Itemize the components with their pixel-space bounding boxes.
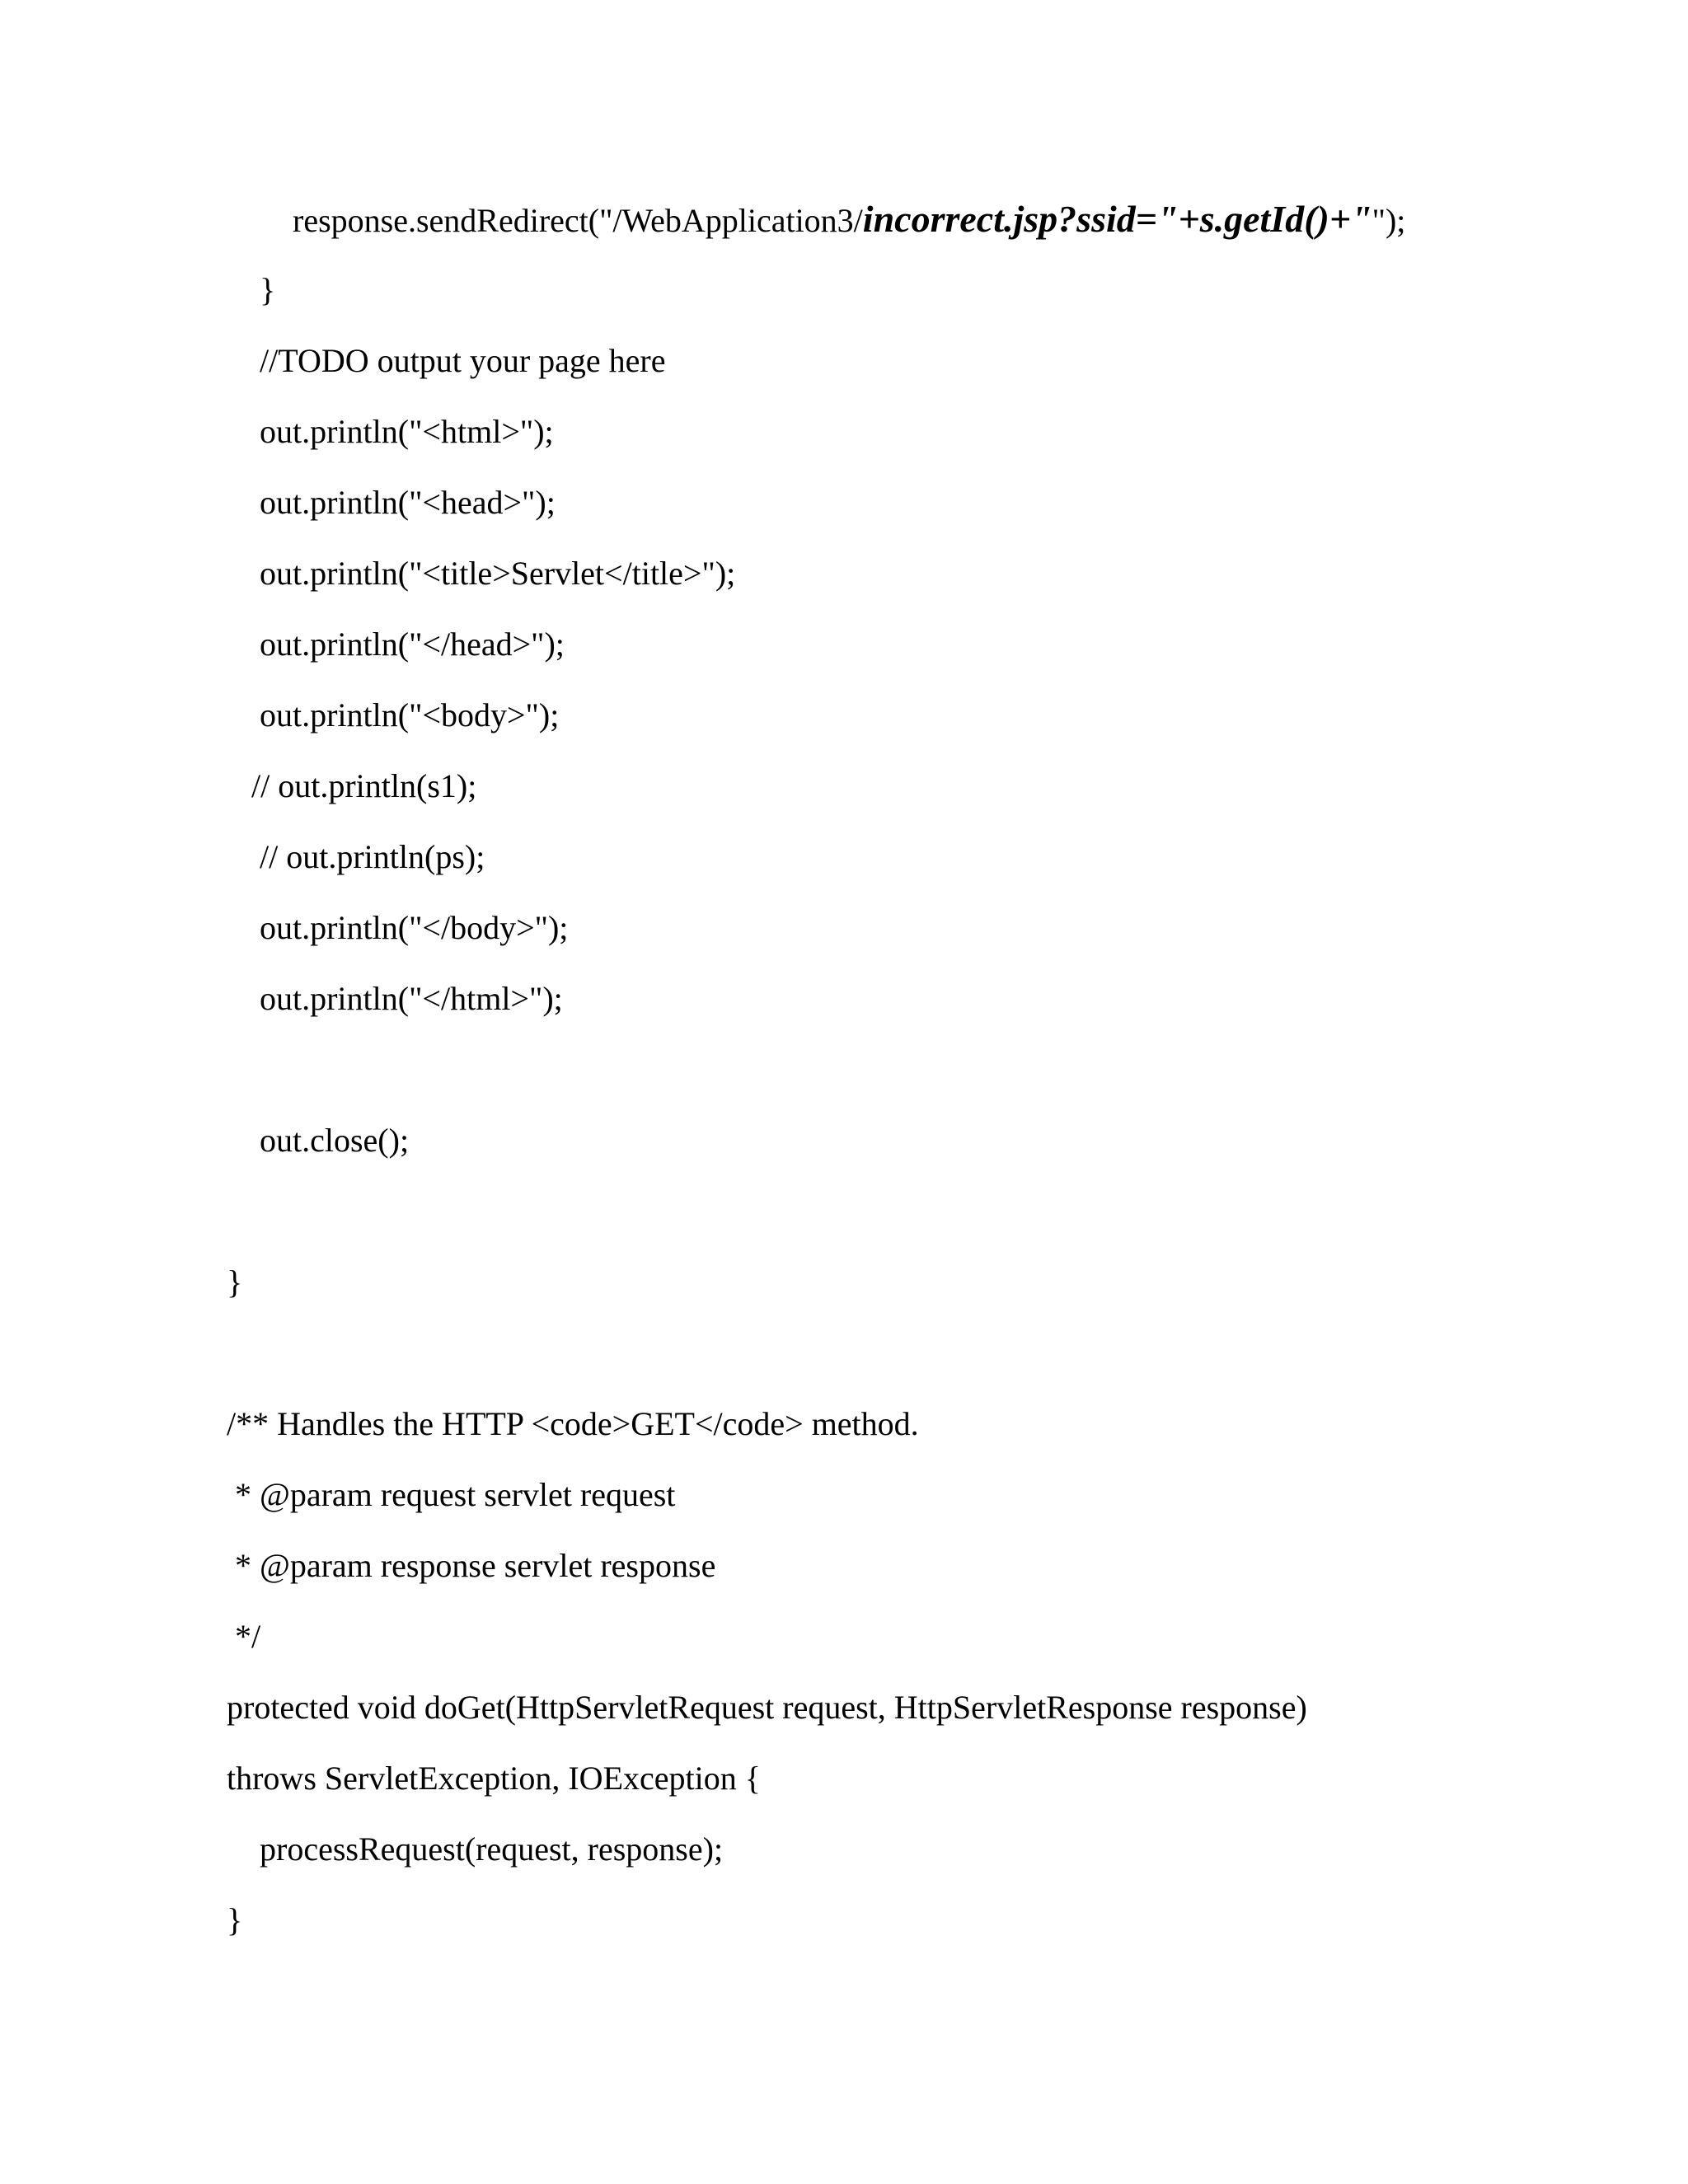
code-line-process-request: processRequest(request, response);	[260, 1830, 724, 1868]
code-line-javadoc-param-response: * @param response servlet response	[227, 1547, 716, 1584]
code-text: response.sendRedirect("/WebApplication3/	[293, 202, 863, 239]
code-text: ");	[1372, 202, 1406, 239]
code-line-close-brace: }	[260, 271, 276, 308]
code-line-todo-comment: //TODO output your page here	[260, 342, 666, 379]
code-line-method-end-brace: }	[227, 1263, 243, 1301]
code-line-doget-signature: protected void doGet(HttpServletRequest request, HttpServletResponse response)	[227, 1689, 1307, 1726]
code-line-comment-s1: // out.println(s1);	[251, 767, 477, 804]
code-line-doget-end-brace: }	[227, 1901, 243, 1938]
code-line-out-close: out.close();	[260, 1122, 410, 1159]
code-line-send-redirect	[293, 199, 1405, 241]
code-line-javadoc-start: /** Handles the HTTP <code>GET</code> method.	[227, 1405, 919, 1442]
code-line-javadoc-end: */	[227, 1618, 261, 1655]
code-line-throws: throws ServletException, IOException {	[227, 1760, 761, 1797]
code-line-javadoc-param-request: * @param request servlet request	[227, 1476, 676, 1513]
code-line-println-head-close: out.println("</head>");	[260, 626, 565, 663]
code-line-println-html: out.println("<html>");	[260, 413, 554, 450]
code-line-comment-ps: // out.println(ps);	[260, 838, 485, 875]
code-line-println-title: out.println("<title>Servlet</title>");	[260, 555, 736, 592]
code-line-println-html-close: out.println("</html>");	[260, 980, 563, 1017]
code-line-println-body: out.println("<body>");	[260, 696, 560, 733]
code-line-println-head: out.println("<head>");	[260, 484, 556, 521]
code-line-println-body-close: out.println("</body>");	[260, 909, 569, 946]
code-text-emphasis: incorrect.jsp?ssid="+s.getId()+"	[862, 198, 1372, 240]
